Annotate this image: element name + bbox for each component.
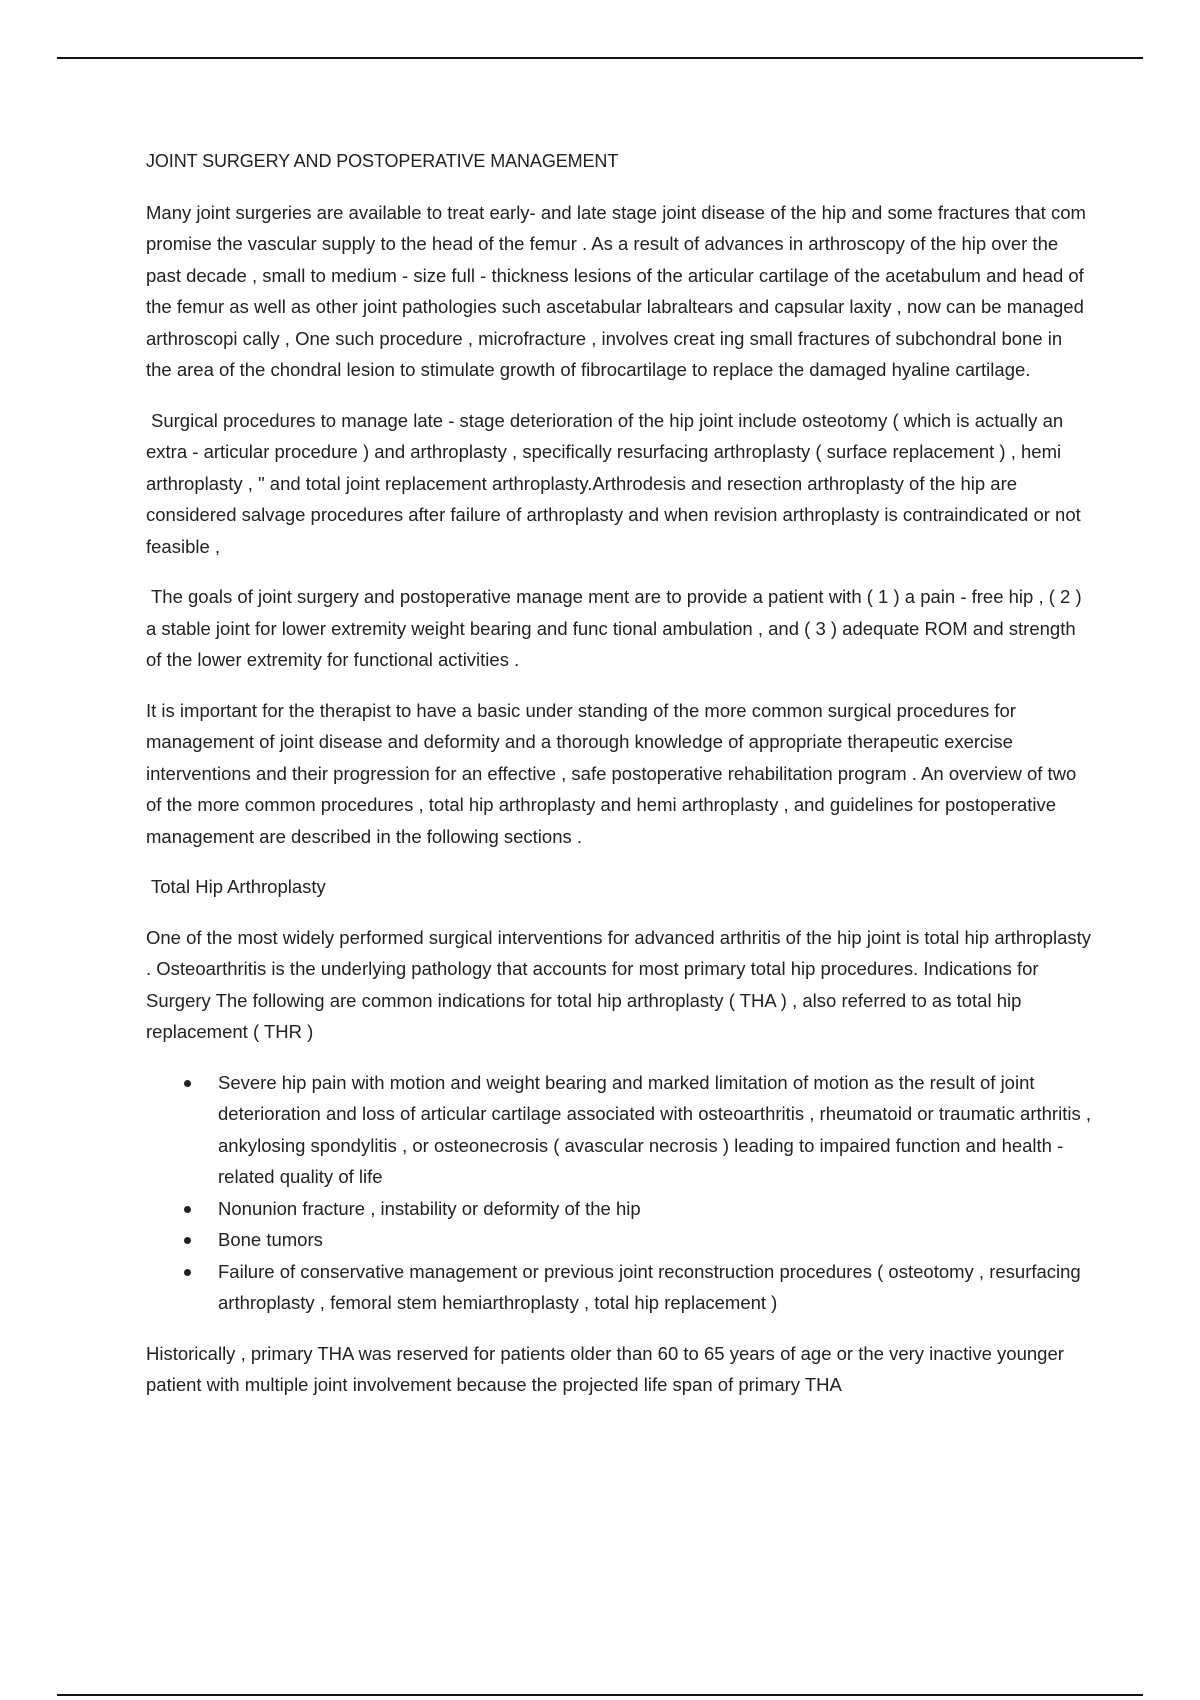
- section-heading-total-hip-arthroplasty: Total Hip Arthroplasty: [151, 876, 326, 897]
- document-title: JOINT SURGERY AND POSTOPERATIVE MANAGEMENT: [146, 151, 619, 171]
- list-item-text: Severe hip pain with motion and weight bearing and marked limitation of motion as the result of joint deterioration and loss of articular cartilage associated with osteoarthritis , rheumatoid or traumatic arthritis , ankylosing spondylitis , or osteonecrosis ( avascular necrosis ) leading to impaired function and health - related quality of life: [218, 1071, 1091, 1187]
- list-item-text: Bone tumors: [218, 1229, 323, 1250]
- paragraph-historically: Historically , primary THA was reserved for patients older than 60 to 65 years of age or the very inactive younger patient with multiple joint involvement because the projected life span of primary THA: [146, 1342, 1064, 1395]
- header-rule: [57, 57, 1143, 59]
- list-item: [146, 1193, 1091, 1225]
- list-item-text: Failure of conservative management or previous joint reconstruction procedures ( osteotomy , resurfacing arthroplasty , femoral stem hemiarthroplasty , total hip replacement ): [218, 1260, 1081, 1313]
- paragraph-surgical-procedures: Surgical procedures to manage late - stage deterioration of the hip joint include osteotomy ( which is actually an extra - articular procedure ) and arthroplasty , specifically resurfacing arthroplasty ( surface replacement ) , hemi arthroplasty , " and total joint replacement arthroplasty.Arthrodesis and resection arthroplasty of the hip are considered salvage procedures after failure of arthroplasty and when revision arthroplasty is contraindicated or not feasible ,: [146, 409, 1081, 557]
- document-body: [146, 146, 1091, 1420]
- list-item: [146, 1256, 1091, 1319]
- paragraph-intro: Many joint surgeries are available to treat early- and late stage joint disease of the hip and some fractures that com promise the vascular supply to the head of the femur . As a result of advances in arthroscopy of the hip over the past decade , small to medium - size full - thickness lesions of the articular cartilage of the acetabulum and head of the femur as well as other joint pathologies such ascetabular labraltears and capsular laxity , now can be managed arthroscopi cally , One such procedure , microfracture , involves creat ing small fractures of subchondral bone in the area of the chondral lesion to stimulate growth of fibrocartilage to replace the damaged hyaline cartilage.: [146, 201, 1086, 380]
- bullet-icon: [184, 1080, 191, 1087]
- paragraph-tha-overview: One of the most widely performed surgical interventions for advanced arthritis of the hip joint is total hip arthroplasty . Osteoarthritis is the underlying pathology that accounts for most primary total hip procedures. Indications for Surgery The following are common indications for total hip arthroplasty ( THA ) , also referred to as total hip replacement ( THR ): [146, 926, 1091, 1042]
- list-item-text: Nonunion fracture , instability or deformity of the hip: [218, 1197, 641, 1219]
- bullet-icon: [184, 1269, 191, 1276]
- indications-list: [146, 1067, 1091, 1319]
- footer-rule: [57, 1694, 1143, 1696]
- bullet-icon: [184, 1237, 191, 1244]
- bullet-icon: [184, 1206, 191, 1213]
- list-item: [146, 1224, 1091, 1256]
- paragraph-goals: The goals of joint surgery and postoperative manage ment are to provide a patient with ( 1 ) a pain - free hip , ( 2 ) a stable joint for lower extremity weight bearing and func tional ambulation , and ( 3 ) adequate ROM and strength of the lower extremity for functional activities .: [146, 586, 1082, 670]
- list-item: [146, 1067, 1091, 1193]
- paragraph-therapist: It is important for the therapist to have a basic under standing of the more common surgical procedures for management of joint disease and deformity and a thorough knowledge of appropriate therapeutic exercise interventions and their progression for an effective , safe postoperative rehabilitation program . An overview of two of the more common procedures , total hip arthroplasty and hemi arthroplasty , and guidelines for postoperative management are described in the following sections .: [146, 699, 1077, 847]
